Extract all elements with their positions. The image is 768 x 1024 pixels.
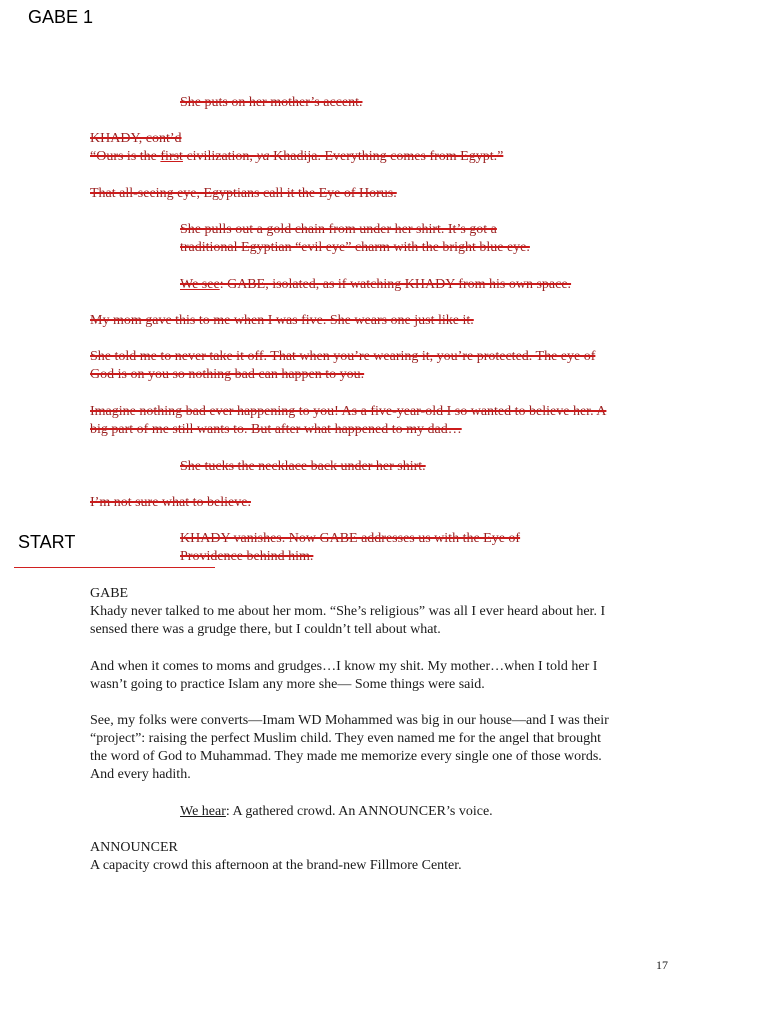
chain-line-1: She pulls out a gold chain from under her shirt. It’s got a	[180, 222, 497, 237]
imagine-line-1: Imagine nothing bad ever happening to you! As a five-year-old I so wanted to believe her. A	[90, 404, 607, 419]
ours-line	[90, 148, 503, 166]
folks-line-1: See, my folks were converts—Imam WD Mohammed was big in our house—and I was their	[90, 713, 609, 728]
vanish-line-1: KHADY vanishes. Now GABE addresses us with the Eye of	[180, 531, 521, 546]
gabe-cue: GABE	[90, 586, 129, 601]
announcer-line: A capacity crowd this afternoon at the brand-new Fillmore Center.	[90, 858, 462, 873]
ours-mid: civilization,	[182, 149, 257, 164]
margin-tag-start: START	[18, 532, 76, 552]
moms-line-1: And when it comes to moms and grudges…I know my shit. My mother…when I told her I	[90, 659, 598, 674]
khady-mom-line-1: Khady never talked to me about her mom. “She’s religious” was all I ever heard about her. I	[90, 604, 606, 619]
we-see-label: We see	[180, 277, 220, 292]
we-see-line	[180, 276, 571, 294]
khady-cue: KHADY, cont’d	[90, 131, 182, 146]
we-see-rest: : GABE, isolated, as if watching KHADY from his own space.	[219, 277, 572, 292]
chain-line-2: traditional Egyptian “evil eye” charm with the bright blue eye.	[180, 240, 530, 255]
told-line-2: God is on you so nothing bad can happen to you.	[90, 367, 365, 382]
we-hear-rest: : A gathered crowd. An ANNOUNCER’s voice.	[225, 804, 493, 819]
ours-ya: ya	[256, 149, 270, 164]
moms-line-2: wasn’t going to practice Islam any more she— Some things were said.	[90, 677, 485, 692]
page-number: 17	[656, 958, 668, 972]
not-sure-line: I’m not sure what to believe.	[90, 495, 251, 510]
mom-gave-line: My mom gave this to me when I was five. She wears one just like it.	[90, 313, 474, 328]
folks-line-4: And every hadith.	[90, 767, 191, 782]
we-hear-line	[180, 803, 493, 821]
start-marker-rule	[14, 567, 215, 568]
announcer-cue: ANNOUNCER	[90, 840, 178, 855]
ours-pre: “Ours is the	[90, 149, 161, 164]
told-line-1: She told me to never take it off. That when you’re wearing it, you’re protected. The eye of	[90, 349, 596, 364]
action-accent: She puts on her mother’s accent.	[180, 95, 363, 110]
folks-line-3: the word of God to Muhammad. They made me memorize every single one of those words.	[90, 749, 602, 764]
ours-first: first	[160, 149, 183, 164]
folks-line-2: “project”: raising the perfect Muslim child. They even named me for the angel that brought	[90, 731, 601, 746]
margin-tag-gabe: GABE 1	[28, 7, 94, 27]
imagine-line-2: big part of me still wants to. But after what happened to my dad…	[90, 422, 462, 437]
khady-mom-line-2: sensed there was a grudge there, but I couldn’t tell about what.	[90, 622, 441, 637]
vanish-line-2: Providence behind him.	[180, 549, 314, 564]
ours-post: Khadija. Everything comes from Egypt.”	[269, 149, 504, 164]
tucks-line: She tucks the necklace back under her shirt.	[180, 459, 426, 474]
we-hear-label: We hear	[180, 804, 226, 819]
eye-of-horus-line: That all-seeing eye, Egyptians call it the Eye of Horus.	[90, 186, 397, 201]
